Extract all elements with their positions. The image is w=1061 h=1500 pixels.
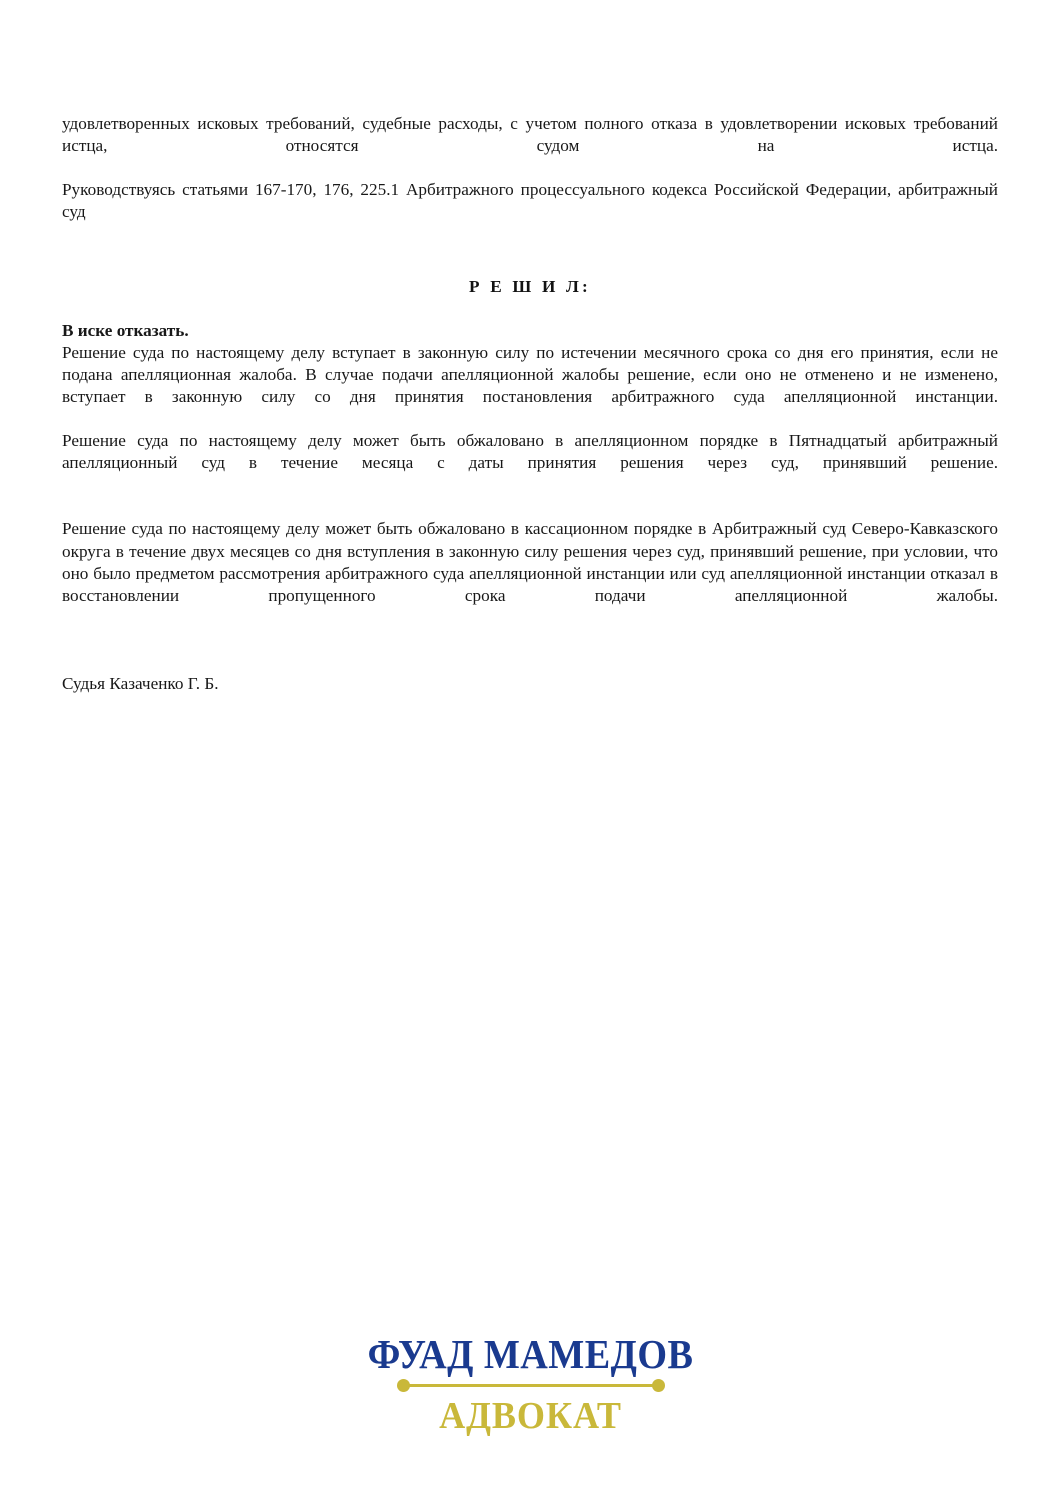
document-text-body [62,113,998,695]
decision-heading: Р Е Ш И Л: [469,276,591,296]
paragraph-court-costs: удовлетворенных исковых требований, судебные расходы, с учетом полного отказа в удовлетворении исковых требований истца, относятся судом на истца. [62,114,998,156]
paragraph-claim-denied: В иске отказать. [62,320,189,340]
paragraph-appeal-procedure: Решение суда по настоящему делу может быть обжаловано в апелляционном порядке в Пятнадцатый арбитражный апелляционный суд в течение месяца с даты принятия решения через суд, принявший решение. [62,431,998,473]
paragraph-entry-into-force: Решение суда по настоящему делу вступает в законную силу по истечении месячного срока со дня его принятия, если не подана апелляционная жалоба. В случае подачи апелляционной жалобы решение, если оно не отменено и не изменено, вступает в законную силу со дня принятия постановления арбитражного суда апелляционной инстанции. [62,342,998,406]
paragraph-guided-by-articles: Руководствуясь статьями 167-170, 176, 225.1 Арбитражного процессуального кодекса Российской Федерации, арбитражный суд [62,180,998,222]
spacer-before-cassation [62,496,998,518]
logo-subtitle-text: АДВОКАТ [439,1395,622,1437]
spacer-before-signature [62,629,998,673]
logo-divider-dot-right [652,1379,665,1392]
logo-divider [397,1378,665,1394]
judge-signature-line: Судья Казаченко Г. Б. [62,673,219,693]
spacer-before-decision-heading [62,246,998,276]
paragraph-cassation-procedure: Решение суда по настоящему делу может быть обжаловано в кассационном порядке в Арбитражный суд Северо-Кавказского округа в течение двух месяцев со дня вступления в законную силу решения через суд, принявший решение, при условии, что оно было предметом рассмотрения арбитражного суда апелляционной инстанции или суд апелляционной инстанции отказал в восстановлении пропущенного срока подачи апелляционной жалобы. [62,519,998,605]
lawyer-logo [0,1332,1061,1437]
logo-divider-bar [405,1384,657,1387]
logo-name-text: ФУАД МАМЕДОВ [367,1331,694,1377]
spacer-after-decision-heading [62,298,998,320]
